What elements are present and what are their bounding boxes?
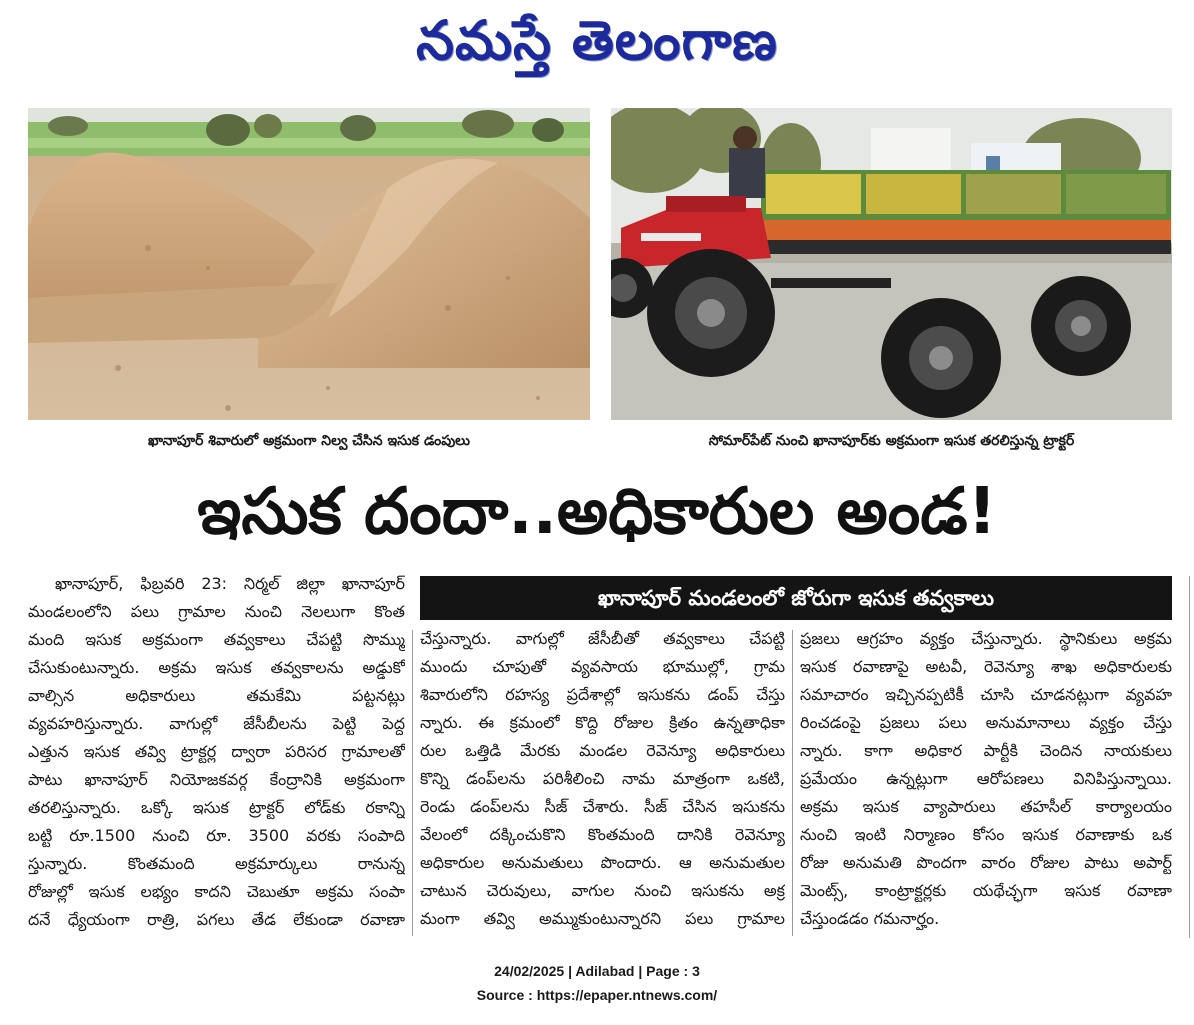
- page-edge-rule: [1189, 576, 1190, 938]
- article-line: ప్రజలు ఆగ్రహం వ్యక్తం చేస్తున్నారు. స్థానికులు అక్రమ: [800, 629, 1172, 648]
- column-divider: [412, 630, 413, 936]
- article-line: స్తున్నారు. కొంతమంది అక్రమార్కులు రానున్న: [28, 854, 405, 873]
- tractor-photo: [611, 108, 1172, 420]
- article-line: మండలంలోని పలు గ్రామాల నుంచి నెలలుగా కొంత: [28, 602, 405, 621]
- article-line: బట్టి రూ.1500 నుంచి రూ. 3500 వరకు సంపాది: [28, 826, 405, 845]
- article-line: రెండు డంప్‌లను సీజ్ చేశారు. సీజ్ చేసిన ఇసుకను: [420, 797, 785, 816]
- article-line: చాటున చెరువులు, వాగుల నుంచి ఇసుకను అక్ర: [420, 881, 785, 900]
- article-line: ఎత్తున ఇసుక తవ్వి ట్రాక్టర్ల ద్వారా పరిసర గ్రామాలతో: [28, 742, 405, 761]
- article-line: అక్రమ ఇసుక వ్యాపారులు తహసీల్ కార్యాలయం: [800, 797, 1172, 816]
- sand-dumps-photo: [28, 108, 590, 420]
- article-line: రోజుల్లో ఇసుక లభ్యం కాదని చెబుతూ అక్రమ సంపా: [28, 882, 405, 901]
- article-line: దనే ధ్యేయంగా రాత్రి, పగలు తేడ లేకుండా రవాణా: [28, 910, 405, 929]
- article-line: ప్రమేయం ఉన్నట్లుగా ఆరోపణలు వినిపిస్తున్నాయి.: [800, 769, 1172, 788]
- article-line: ఇసుక రవాణాపై అటవీ, రెవెన్యూ శాఖ అధికారులకు: [800, 657, 1172, 676]
- article-line: వ్యవహరిస్తున్నారు. వాగుల్లో జేసీబీలను పెట్టి పెద్ద: [28, 714, 405, 733]
- masthead-logo: నమస్తే తెలంగాణ: [416, 9, 778, 72]
- article-column-1: [28, 570, 405, 938]
- article-column-3: [800, 625, 1172, 937]
- article-line: న్నారు. కాగా అధికార పార్టీకి చెందిన నాయకులు: [800, 741, 1172, 760]
- article-line: చేసుకుంటున్నారు. అక్రమ ఇసుక తవ్వకాలను అడ్డుకో: [28, 658, 405, 677]
- article-line: పాటు ఖానాపూర్ నియోజకవర్గ కేంద్రానికి అక్రమంగా: [28, 770, 405, 789]
- article-line: మెంట్స్, కాంట్రాక్టర్లకు యథేచ్ఛగా ఇసుక రవాణా: [800, 881, 1172, 900]
- article-line: రుల ఒత్తిడి మేరకు మండల రెవెన్యూ అధికారులు: [420, 741, 785, 760]
- article-line: తరలిస్తున్నారు. ఒక్కో ఇసుక ట్రాక్టర్ లోడ్‌కు రకాన్ని: [28, 798, 405, 817]
- subheadline-box: ఖానాపూర్ మండలంలో జోరుగా ఇసుక తవ్వకాలు: [420, 576, 1172, 620]
- article-line: కొన్ని డంప్‌లను పరిశీలించి నామ మాత్రంగా ఒకటి,: [420, 769, 785, 788]
- article-line: రోజు అనుమతి పొందగా వారం రోజుల పాటు అపార్ట్: [800, 853, 1172, 872]
- article-column-2: [420, 625, 785, 937]
- article-line: వాల్సిన అధికారులు తమకేమి పట్టనట్లు: [28, 686, 405, 705]
- article-line: ముందు చూపుతో వ్యవసాయ భూముల్లో, గ్రామ: [420, 657, 785, 676]
- article-line: ఖానాపూర్, ఫిబ్రవరి 23: నిర్మల్ జిల్లా ఖానాపూర్: [55, 574, 405, 593]
- article-line: చేస్తున్నారు. వాగుల్లో జేసీబీతో తవ్వకాలు చేపట్టి: [420, 629, 785, 648]
- photo-caption-right: సోమార్‌పేట్ నుంచి ఖానాపూర్‌కు అక్రమంగా ఇసుక తరలిస్తున్న ట్రాక్టర్: [708, 433, 1075, 449]
- article-line: అధికారుల అనుమతులు పొందారు. ఆ అనుమతుల: [420, 853, 785, 872]
- article-line: సమాచారం ఇచ్చినప్పటికీ చూసి చూడనట్లుగా వ్యవహ: [800, 685, 1172, 704]
- article-line: న్నారు. ఈ క్రమంలో కొద్ది రోజుల క్రితం ఉన్నతాధికా: [420, 713, 785, 732]
- article-line: శివారులోని రహస్య ప్రదేశాల్లో ఇసుకను డంప్ చేస్తు: [420, 685, 785, 704]
- article-line: చేస్తుండడం గమనార్హం.: [800, 909, 940, 928]
- footer-source-link[interactable]: Source : https://epaper.ntnews.com/: [476, 987, 718, 1003]
- photo-caption-left: ఖానాపూర్ శివారులో అక్రమంగా నిల్వ చేసిన ఇసుక డంపులు: [148, 433, 470, 449]
- article-line: రించడంపై ప్రజలు పలు అనుమానాలు వ్యక్తం చేస్తు: [800, 713, 1172, 732]
- article-line: వేలంలో దక్కించుకొని కొంతమంది దానికి రెవెన్యూ: [420, 825, 785, 844]
- headline: ఇసుక దందా..అధికారుల అండ!: [197, 475, 997, 549]
- article-line: నుంచి ఇంటి నిర్మాణం కోసం ఇసుక రవాణాకు ఒక: [800, 825, 1172, 844]
- footer-edition-info: 24/02/2025 | Adilabad | Page : 3: [494, 963, 700, 979]
- article-line: మంగా తవ్వి అమ్ముకుంటున్నారని పలు గ్రామాల: [420, 909, 785, 928]
- column-divider: [792, 630, 793, 936]
- article-line: మంది ఇసుక అక్రమంగా తవ్వకాలు చేపట్టి సొమ్ము: [28, 630, 405, 649]
